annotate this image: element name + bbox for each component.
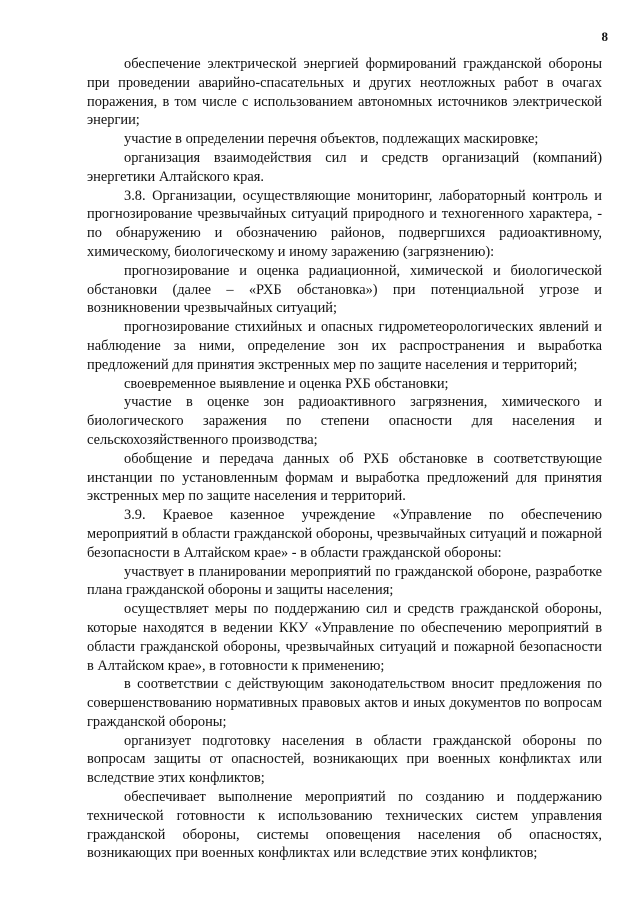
paragraph: осуществляет меры по поддержанию сил и средств гражданской обороны, которые находятся в ведении ККУ «Управление по обеспечению мероприятий в области гражданской обороны, чрезвычайных ситуаций и пожарной безопасности в Алтайском крае», в готовности к применению; xyxy=(87,601,602,674)
paragraph: обеспечение электрической энергией формирований гражданской обороны при проведении аварийно-спасательных и других неотложных работ в очагах поражения, в том числе с использованием автономных источников электрической энергии; xyxy=(87,56,602,129)
paragraph: организация взаимодействия сил и средств организаций (компаний) энергетики Алтайского края. xyxy=(87,149,602,185)
paragraph: участие в оценке зон радиоактивного загрязнения, химического и биологического заражения по степени опасности для населения и сельскохозяйственного производства; xyxy=(87,394,602,448)
paragraph: своевременное выявление и оценка РХБ обстановки; xyxy=(124,375,449,392)
paragraph: прогнозирование стихийных и опасных гидрометеорологических явлений и наблюдение за ними, определение зон их распространения и выработка предложений для принятия экстренных мер по защите населения и территорий; xyxy=(87,319,602,373)
paragraph: 3.9. Краевое казенное учреждение «Управление по обеспечению мероприятий в области гражданской обороны, чрезвычайных ситуаций и пожарной безопасности в Алтайском крае» - в области гражданской обороны: xyxy=(87,507,602,561)
paragraph: обеспечивает выполнение мероприятий по созданию и поддержанию технической готовности к использованию технических систем управления гражданской обороны, системы оповещения населения об опасностях, возникающих при военных конфликтах или вследствие этих конфликтов; xyxy=(87,789,602,862)
paragraph: в соответствии с действующим законодательством вносит предложения по совершенствованию нормативных правовых актов и иных документов по вопросам гражданской обороны; xyxy=(87,676,602,730)
page-body xyxy=(87,55,602,863)
paragraph: обобщение и передача данных об РХБ обстановке в соответствующие инстанции по установленным формам и выработка предложений для принятия экстренных мер по защите населения и территорий. xyxy=(87,450,602,505)
paragraph: прогнозирование и оценка радиационной, химической и биологической обстановки (далее – «РХБ обстановка») при потенциальной угрозе и возникновении чрезвычайных ситуаций; xyxy=(87,262,602,317)
paragraph: организует подготовку населения в области гражданской обороны по вопросам защиты от опасностей, возникающих при военных конфликтах или вследствие этих конфликтов; xyxy=(87,732,602,787)
paragraph: участие в определении перечня объектов, подлежащих маскировке; xyxy=(124,131,539,148)
paragraph: 3.8. Организации, осуществляющие мониторинг, лабораторный контроль и прогнозирование чрезвычайных ситуаций природного и техногенного характера, - по обнаружению и обозначению районов, подвергшихся радиоактивному, химическому, биологическому и иному заражению (загрязнению): xyxy=(87,187,602,260)
page-number: 8 xyxy=(601,29,608,44)
paragraph: участвует в планировании мероприятий по гражданской обороне, разработке плана гражданской обороны и защиты населения; xyxy=(87,563,602,599)
